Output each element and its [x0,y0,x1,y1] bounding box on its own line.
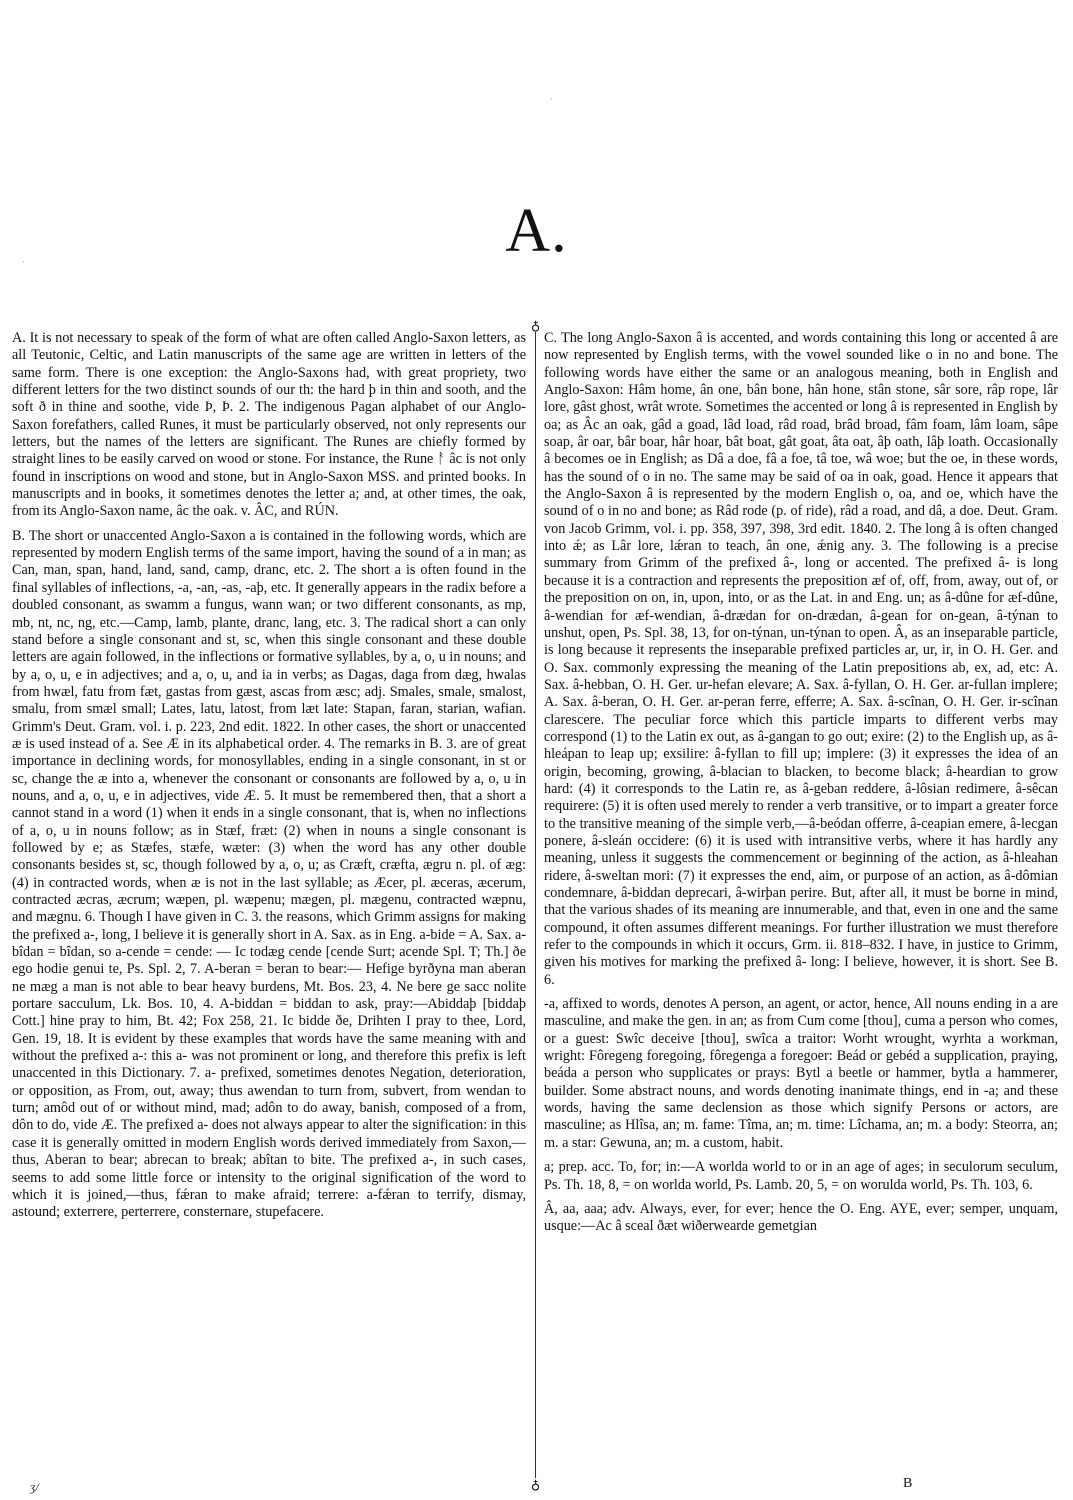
entry-section-c: C. The long Anglo-Saxon â is accented, and words containing this long or accented â are now represented by English terms, with the vowel sounded like o in no and bone. The following words have either the same or an analogous meaning, both in English and Anglo-Saxon: Hâm home, ân one, bân bone, hân hone, stân stone, sâr sore, râp rope, lâr lore, gâst ghost, wrât wrote. Sometimes the accented or long â is represented in English by oa; as Âc an oak, gâd a goad, lâd load, râd road, brâd broad, fâm foam, lâm loam, sâpe soap, âr oar, bâr boar, hâr hoar, bât boat, gât goat, âta oat, âþ oath, lâþ loath. Occasionally â becomes oe in English; as Dâ a doe, fâ a foe, tâ toe, wâ woe; but the oe, in these words, has the sound of o in no. The same may be said of oa in oak, goad. Hence it appears that the Anglo-Saxon â is represented by the modern English o, oa, and oe, which have the sound of o in no and bone; as Râd rode (p. of ride), râd a road, and dâ, a doe. Deut. Gram. von Jacob Grimm, vol. i. pp. 358, 397, 398, 3rd edit. 1840. 2. The long â is often changed into ǽ; as Lâr lore, lǽran to teach, ân one, ǽnig any. 3. The following is a precise summary from Grimm of the prefixed â-, long or accented. The prefixed â- is long because it is a contraction and represents the preposition æf of, off, from, away, out of, or the preposition on on, in, upon, into, or as the Lat. in and Eng. un; as â-dûne for æf-dûne, â-wendian for æf-wendian, â-drædan for on-drædan, â-gean for on-gean, â-týnan to unshut, open, Ps. Spl. 38, 13, for on-týnan, un-týnan to open. Â, as an inseparable particle, is long because it represents the inseparable prefixed particles ar, ur, ir, in O. H. Ger. and O. Sax. commonly expressing the meaning of the Latin prepositions ab, ex, ad, etc: A. Sax. â-hebban, O. H. Ger. ur-hefan elevare; A. Sax. â-fyllan, O. H. Ger. ar-fullan implere; A. Sax. â-beran, O. H. Ger. ar-peran ferre, efferre; A. Sax. â-scînan, O. H. Ger. ir-scînan clarescere. The peculiar force which this particle imparts to different verbs may correspond (1) to the Latin ex out, as â-gangan to go out; exire: (2) to the English up, as â-hleápan to leap up; exsilire: â-fyllan to fill up; implere: (3) it expresses the idea of an origin, becoming, growing, â-blacian to blacken, to become black; â-heardian to grow hard: (4) it corresponds to the Latin re, as â-geban reddere, â-lôsian redimere, â-sêcan requirere: (5) it is often used merely to render a verb transitive, or to impart a greater force to the transitive meaning of the simple verb,—â-beódan offerre, â-ceapian emere, â-lecgan ponere, â-sleán occidere: (6) it is used with intransitive verbs, where it has hardly any meaning, unless it suggests the commencement or beginning of the action, as â-hleahan ridere, â-sweltan mori: (7) it expresses the end, aim, or purpose of an action, as â-dômian condemnare, â-biddan deprecari, â-wirþan perire. But, after all, it must be borne in mind, that the various shades of its meaning are innumerable, and that, even in one and the same compound, it often assumes different meanings. For further illustration we must therefore refer to the compounds in which it occurs, Grm. ii. 818–832. I have, in justice to Grimm, given his motives for marking the prefixed â- long: I believe, however, it is short. See B. 6. [544,330,1058,988]
scan-speck: · [22,258,25,267]
page-heading-letter: A. [505,197,568,265]
scan-speck: · [550,95,553,104]
divider-ornament-bottom: ♁ [528,1478,543,1491]
divider-ornament-top: ♁ [528,319,543,332]
right-column [544,330,1058,1243]
left-column [12,330,526,1229]
signature-mark: B [903,1476,913,1491]
entry-section-b: B. The short or unaccented Anglo-Saxon a is contained in the following words, which are represented by modern English terms of the same import, having the sound of a in man; as Can, man, span, hand, land, sand, camp, dranc, etc. 2. The short a is often found in the final syllables of inflections, -a, -an, -as, -aþ, etc. It generally appears in the radix before a doubled consonant, as swamm a fungus, wann wan; or two different consonants, as mp, mb, nt, nc, ng, etc.—Camp, lamb, plante, dranc, lang, etc. 3. The radical short a can only stand before a single consonant and st, sc, when this single consonant and these double letters are again followed, in the inflections or formative syllables, by a, o, u in nouns; and by a, o, u, e in adjectives; and a, o, u, and ia in verbs; as Dagas, daga from dæg, hwalas from hwæl, fatu from fæt, gastas from gæst, ascas from æsc; adj. Smales, smale, smalost, smalu, from smæl small; Lates, latu, latost, from læt late: Stapan, faran, starian, wafian. Grimm's Deut. Gram. vol. i. p. 223, 2nd edit. 1822. In other cases, the short or unaccented æ is used instead of a. See Æ in its alphabetical order. 4. The remarks in B. 3. are of great importance in declining words, for monosyllables, ending in a single consonant, in st or sc, change the æ into a, whenever the consonant or consonants are followed by a, o, u in nouns, and a, o, u, e in adjectives, vide Æ. 5. It must be remembered then, that a short a cannot stand in a word (1) when it ends in a single consonant, that is, when no inflections of a, o, u in nouns follow; as in Stæf, fræt: (2) when in nouns a single consonant is followed by e; as Stæfes, stæfe, wæter: (3) when the word has any other double consonants besides st, sc, though followed by a, o, u; as Cræft, cræfta, ægru n. pl. of æg: (4) in contracted words, when æ is not in the last syllable; as Æcer, pl. æceras, æcerum, contracted æcras, æcrum; wæpen, pl. wæpenu; mægen, pl. mægenu, contracted wæpnu, and mægnu. 6. Though I have given in C. 3. the reasons, which Grimm assigns for making the prefixed a-, long, I believe it is generally short in A. Sax. as in Eng. a-bide = A. Sax. a-bîdan = bîdan, so a-cende = cende: — Ic todæg cende [cende Surt; acende Spl. T; Th.] ðe ego hodie genui te, Ps. Spl. 2, 7. A-beran = beran to bear:— Hefige byrðyna man aberan ne mæg a man is not able to bear heavy burdens, Mt. Bos. 23, 4. Ne bere ge sacc nolite portare sacculum, Lk. Bos. 10, 4. A-biddan = biddan to ask, pray:—Abiddaþ [biddaþ Cott.] hine pray to him, Bt. 42; Fox 258, 21. Ic bidde ðe, Drihten I pray to thee, Lord, Gen. 19, 18. It is evident by these examples that words have the same meaning with and without the prefixed a-: this a- was not prominent or long, and therefore this prefix is left unaccented in this Dictionary. 7. a- prefixed, sometimes denotes Negation, deterioration, or opposition, as From, out, away; thus awendan to turn from, subvert, from wendan to turn; amôd out of or without mind, mad; adôn to do away, banish, composed of a from, dôn to do, vide Æ. The prefixed a- does not always appear to alter the signification: in this case it is generally omitted in modern English words derived immediately from Saxon,—thus, Aberan to bear; abrecan to break; abîtan to bite. The prefixed a-, in such cases, seems to add some little force or intensity to the original signification of the word to which it is joined,—thus, fǽran to make afraid; terrere: a-fǽran to terrify, dismay, astound; exterrere, perterrere, consternare, stupefacere. [12,527,526,1221]
entry-adv-a: Â, aa, aaa; adv. Always, ever, for ever; hence the O. Eng. AYE, ever; semper, unquam, usque:—Ac â sceal ðæt wiðerwearde gemetgian [544,1200,1058,1235]
entry-section-a: A. It is not necessary to speak of the form of what are often called Anglo-Saxon letters, as all Teutonic, Celtic, and Latin manuscripts of the same age are written in letters of the same form. There is one exception: the Anglo-Saxons had, with great propriety, two different letters for the two distinct sounds of our th: the hard þ in thin and sooth, and the soft ð in thine and soothe, vide Þ, Þ. 2. The indigenous Pagan alphabet of our Anglo-Saxon forefathers, called Runes, it must be particularly observed, not only represents our letters, but the names of the letters are significant. The Runes are chiefly formed by straight lines to be easily carved on wood or stone. For instance, the Rune ᚨ âc is not only found in inscriptions on wood and stone, but in Anglo-Saxon MSS. and printed books. In manuscripts and in books, it sometimes denotes the letter a; and, at other times, the oak, from its Anglo-Saxon name, âc the oak. v. ÂC, and RÚN. [12,330,526,520]
column-divider [535,326,536,1486]
footer-mark: ʒ/ [30,1480,39,1494]
entry-suffix-a: -a, affixed to words, denotes A person, an agent, or actor, hence, All nouns ending in a are masculine, and make the gen. in an; as from Cum come [thou], cuma a person who comes, or a guest: Swîc deceive [thou], swîca a traitor: Worht wrought, wyrhta a workman, wright: Fôregeng foregoing, fôregenga a foregoer: Beád or gebéd a supplication, praying, beáda a person who supplicates or prays: Bytl a beetle or hammer, bytla a hammerer, builder. Some abstract nouns, and words denoting inanimate things, end in -a; and these words, having the same declension as those which signify Persons or actors, are masculine; as Hlîsa, an; m. fame: Tîma, an; m. time: Lîchama, an; m. a body: Steorra, an; m. a star: Gewuna, an; m. a custom, habit. [544,996,1058,1151]
entry-prep-a: a; prep. acc. To, for; in:—A worlda world to or in an age of ages; in seculorum seculum, Ps. Th. 18, 8, = on worlda world, Ps. Lamb. 20, 5, = on worulda world, Ps. Th. 103, 6. [544,1159,1058,1193]
